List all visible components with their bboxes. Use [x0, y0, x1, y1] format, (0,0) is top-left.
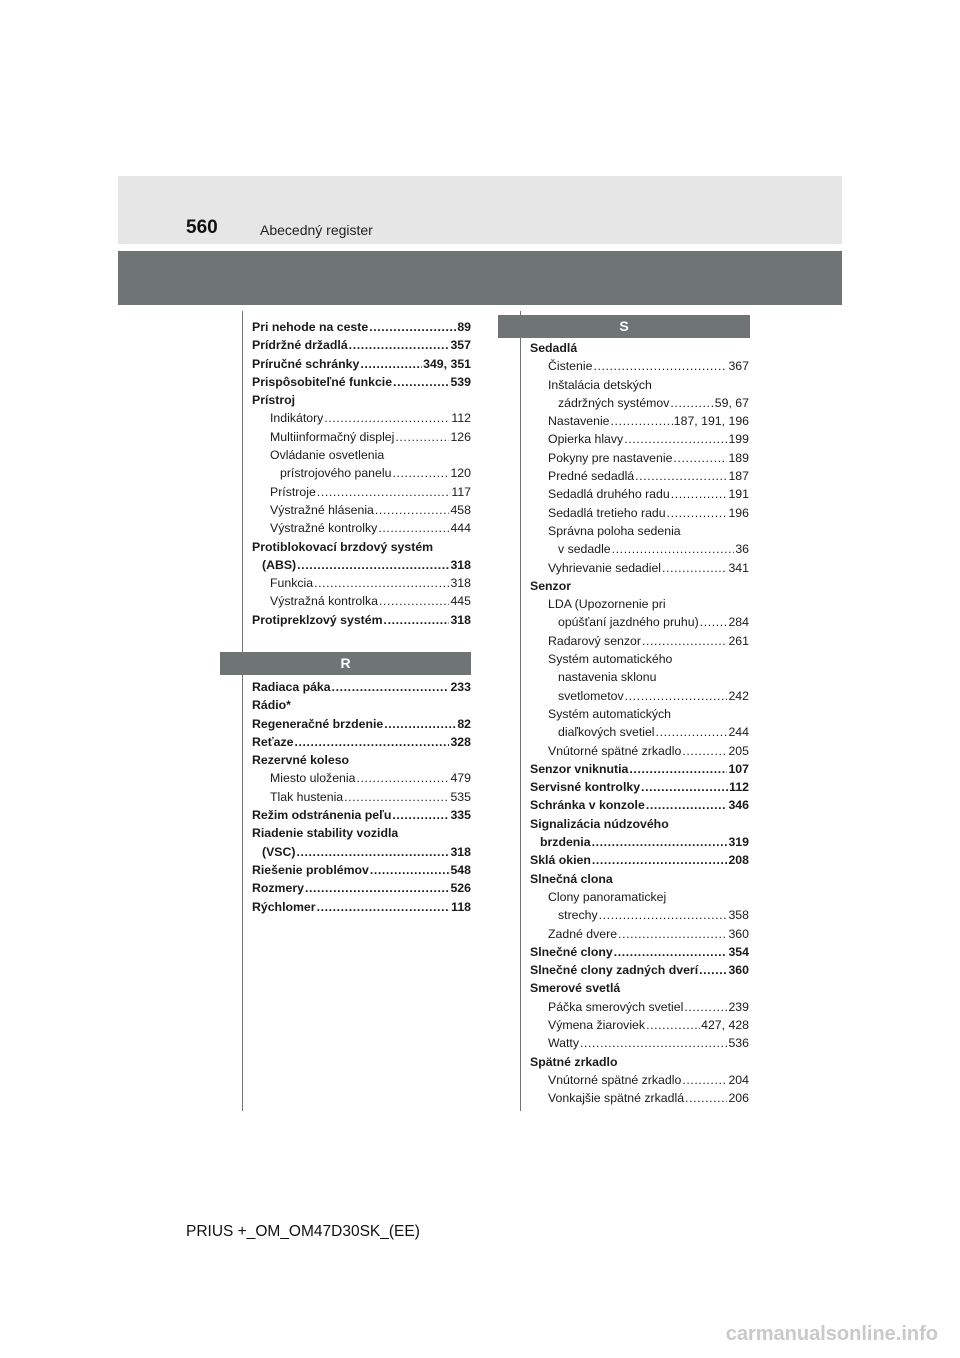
index-entry-page: 360 — [728, 926, 749, 941]
index-entry-page: 318 — [450, 557, 471, 572]
index-entry-text: Systém automatických — [548, 706, 672, 721]
index-entry — [530, 925, 749, 943]
index-entry-page: 318 — [450, 576, 471, 591]
index-entry-text: Výstražná kontrolka — [270, 594, 378, 609]
index-entry-text: Prídržné držadlá — [252, 338, 348, 353]
leader-dots — [393, 373, 449, 391]
leader-dots — [685, 1089, 727, 1107]
leader-dots — [599, 906, 728, 924]
index-entry — [252, 592, 471, 610]
index-entry-text: Systém automatického — [548, 652, 673, 667]
index-entry-page: 196 — [728, 505, 749, 520]
index-entry-page: 204 — [728, 1072, 749, 1087]
index-entry-page: 36 — [735, 542, 749, 557]
leader-dots — [642, 632, 728, 650]
index-entry — [252, 879, 471, 897]
index-entry-page: 341 — [728, 560, 749, 575]
index-entry-text: Inštalácia detských — [548, 377, 652, 392]
leader-dots — [296, 843, 449, 861]
leader-dots — [624, 430, 727, 448]
index-entry-page: 117 — [451, 484, 471, 499]
index-entry — [530, 796, 749, 814]
index-entry-text: Predné sedadlá — [548, 469, 635, 484]
index-entry — [530, 504, 749, 522]
index-entry-text: Vonkajšie spätné zrkadlá — [548, 1091, 685, 1106]
index-entry-text: Výstražné hlásenia — [270, 502, 374, 517]
index-entry — [530, 577, 749, 595]
index-entry — [252, 751, 471, 769]
index-entry — [252, 678, 471, 696]
index-entry-text: Schránka v konzole — [530, 798, 645, 813]
index-entry-page: 206 — [728, 1091, 749, 1106]
index-entry — [530, 943, 749, 961]
index-entry-text: Riešenie problémov — [252, 862, 369, 877]
index-entry-text: Protipreklzový systém — [252, 612, 383, 627]
index-entry — [252, 355, 471, 373]
leader-dots — [580, 1034, 727, 1052]
index-entry-page: 112 — [451, 411, 471, 426]
index-entry-page: 535 — [450, 789, 471, 804]
index-entry — [252, 538, 471, 556]
index-entry-text: Slnečná clona — [530, 871, 613, 886]
leader-dots — [392, 464, 449, 482]
leader-dots — [324, 409, 450, 427]
leader-dots — [699, 961, 727, 979]
leader-dots — [670, 394, 713, 412]
section-title: Abecedný register — [260, 222, 373, 238]
index-entry — [252, 318, 471, 336]
index-entry-page: 536 — [728, 1036, 749, 1051]
index-entry — [252, 733, 471, 751]
index-entry — [530, 998, 749, 1016]
index-entry-text: Protiblokovací brzdový systém — [252, 539, 434, 554]
index-entry-text: Pokyny pre nastavenie — [548, 450, 673, 465]
index-entry-page: 354 — [728, 944, 749, 959]
index-entry-text: Rozmery — [252, 881, 304, 896]
index-entry — [252, 428, 471, 446]
index-entry-text: Rýchlomer — [252, 899, 316, 914]
index-entry — [530, 742, 749, 760]
leader-dots — [392, 806, 449, 824]
index-entry-text: Čistenie — [548, 359, 593, 374]
index-entry-page: 208 — [728, 853, 749, 868]
index-entry-page: 548 — [450, 862, 471, 877]
leader-dots — [618, 925, 727, 943]
index-entry-page: 319 — [728, 835, 749, 850]
index-entry-text: Pri nehode na ceste — [252, 320, 369, 334]
leader-dots — [671, 485, 728, 503]
document-code: PRIUS +_OM_OM47D30SK_(EE) — [186, 1223, 420, 1240]
leader-dots — [662, 559, 727, 577]
index-entry-page: 458 — [450, 502, 471, 517]
index-entry — [530, 467, 749, 485]
index-entry-text: Príručné schránky — [252, 356, 360, 371]
index-entry — [530, 522, 749, 540]
leader-dots — [384, 715, 456, 733]
index-entry-page: 187 — [728, 469, 749, 484]
leader-dots — [625, 687, 728, 705]
leader-dots — [682, 742, 727, 760]
index-column-1 — [252, 318, 471, 629]
index-entry — [530, 449, 749, 467]
index-entry — [252, 898, 471, 916]
leader-dots — [314, 574, 449, 592]
leader-dots — [673, 449, 727, 467]
index-entry-page: 346 — [728, 798, 749, 813]
index-entry — [530, 613, 749, 631]
index-entry-page: 328 — [450, 734, 471, 749]
leader-dots — [317, 898, 451, 916]
index-entry-page: 59, 67 — [714, 395, 749, 410]
index-entry-text: Senzor — [530, 578, 571, 593]
index-entry-text: Servisné kontrolky — [530, 780, 641, 795]
index-entry-page: 444 — [450, 521, 471, 536]
index-entry-text: Radarový senzor — [548, 633, 641, 648]
index-entry — [530, 376, 749, 394]
index-entry — [252, 519, 471, 537]
index-entry-text: Nastavenie — [548, 414, 610, 429]
index-entry-page: 349, 351 — [423, 356, 471, 371]
leader-dots — [317, 483, 451, 501]
index-entry-page: 244 — [728, 725, 749, 740]
leader-dots — [629, 760, 727, 778]
index-entry-text: opúšťaní jazdného pruhu) — [558, 615, 699, 630]
index-entry-page: 360 — [728, 963, 749, 978]
index-entry-page: 367 — [728, 359, 749, 374]
index-entry-page: 205 — [728, 743, 749, 758]
index-entry — [530, 1016, 749, 1034]
index-entry — [530, 485, 749, 503]
index-entry-page: 82 — [457, 716, 471, 731]
index-entry-text: Smerové svetlá — [530, 981, 621, 996]
index-entry-text: Zadné dvere — [548, 926, 618, 941]
right-column-divider — [520, 311, 521, 1111]
index-entry-text: Páčka smerových svetiel — [548, 999, 684, 1014]
index-entry-text: Opierka hlavy — [548, 432, 624, 447]
index-entry-text: Prístroje — [270, 484, 316, 499]
leader-dots — [667, 504, 728, 522]
index-entry — [252, 611, 471, 629]
index-entry-page: 526 — [450, 881, 471, 896]
index-entry — [530, 906, 749, 924]
index-entry — [252, 788, 471, 806]
index-entry-page: 242 — [728, 688, 749, 703]
index-entry — [530, 1071, 749, 1089]
index-entry — [530, 888, 749, 906]
leader-dots — [593, 357, 727, 375]
index-entry-page: 261 — [728, 633, 749, 648]
index-entry — [530, 760, 749, 778]
index-entry-text: Sedadlá — [530, 341, 578, 355]
leader-dots — [370, 861, 450, 879]
index-entry-text: nastavenia sklonu — [558, 670, 657, 685]
index-entry-text: Senzor vniknutia — [530, 761, 629, 776]
index-entry-text: Riadenie stability vozidla — [252, 826, 399, 841]
leader-dots — [682, 1071, 727, 1089]
index-entry-text: Režim odstránenia peľu — [252, 808, 392, 823]
index-entry-page: 89 — [457, 320, 471, 334]
index-entry-text: (VSC) — [262, 844, 296, 859]
index-entry-text: Vnútorné spätné zrkadlo — [548, 1072, 682, 1087]
leader-dots — [356, 769, 449, 787]
index-entry-text: zádržných systémov — [558, 395, 670, 410]
leader-dots — [592, 851, 728, 869]
index-entry-page: 357 — [450, 338, 471, 353]
leader-dots — [611, 412, 673, 430]
leader-dots — [297, 556, 449, 574]
leader-dots — [375, 501, 450, 519]
leader-dots — [369, 318, 456, 336]
index-entry-page: 199 — [728, 432, 749, 447]
index-entry-text: Prístroj — [252, 393, 296, 408]
index-entry-text: Multiinformačný displej — [270, 429, 395, 444]
index-entry — [530, 833, 749, 851]
leader-dots — [378, 519, 449, 537]
index-entry-page: 120 — [450, 466, 471, 481]
index-entry-page: 126 — [450, 429, 471, 444]
index-entry-page: 479 — [450, 771, 471, 786]
index-entry-text: Radiaca páka — [252, 680, 331, 694]
index-entry — [252, 501, 471, 519]
index-entry — [252, 769, 471, 787]
index-entry — [530, 851, 749, 869]
index-entry-text: Slnečné clony — [530, 944, 613, 959]
index-entry-text: Spätné zrkadlo — [530, 1054, 618, 1069]
index-entry — [530, 778, 749, 796]
index-entry — [252, 483, 471, 501]
index-entry — [530, 668, 749, 686]
index-entry-text: svetlometov — [558, 688, 624, 703]
leader-dots — [614, 943, 728, 961]
leader-dots — [635, 467, 727, 485]
index-entry — [530, 650, 749, 668]
index-entry — [252, 409, 471, 427]
index-entry-page: 187, 191, 196 — [673, 414, 749, 429]
index-entry — [530, 705, 749, 723]
letter-heading-s: S — [498, 315, 750, 338]
index-entry — [530, 687, 749, 705]
index-entry-page: 335 — [450, 808, 471, 823]
index-entry-text: Ovládanie osvetlenia — [270, 448, 385, 463]
index-entry — [252, 574, 471, 592]
leader-dots — [344, 788, 449, 806]
letter-heading-r: R — [220, 652, 471, 675]
header-top-band — [118, 176, 842, 244]
index-entry-text: LDA (Upozornenie pri — [548, 597, 666, 612]
leader-dots — [360, 355, 422, 373]
index-entry-page: 233 — [450, 680, 471, 694]
index-entry — [530, 559, 749, 577]
index-entry-text: Slnečné clony zadných dverí — [530, 963, 699, 978]
leader-dots — [700, 613, 728, 631]
index-entry-text: v sedadle — [558, 542, 611, 557]
index-entry-page: 239 — [728, 999, 749, 1014]
header-dark-band — [118, 251, 842, 305]
index-entry-page: 107 — [728, 761, 749, 776]
index-entry-text: Clony panoramatickej — [548, 889, 667, 904]
index-entry-text: Sedadlá druhého radu — [548, 487, 670, 502]
index-entry-text: Vnútorné spätné zrkadlo — [548, 743, 682, 758]
index-entry-text: Regeneračné brzdenie — [252, 716, 384, 731]
index-entry — [530, 1053, 749, 1071]
index-entry — [530, 357, 749, 375]
watermark: carmanualsonline.info — [725, 1323, 938, 1345]
index-entry-text: Reťaze — [252, 734, 294, 749]
leader-dots — [294, 733, 449, 751]
index-entry-page: 191 — [728, 487, 749, 502]
page-number: 560 — [186, 217, 218, 238]
index-entry-text: Sklá okien — [530, 853, 591, 868]
index-entry-page: 445 — [450, 594, 471, 609]
index-entry — [252, 556, 471, 574]
index-entry-page: 358 — [728, 908, 749, 923]
index-entry-text: Správna poloha sedenia — [548, 523, 681, 538]
index-entry-page: 112 — [729, 780, 749, 795]
index-entry — [530, 412, 749, 430]
index-section-s — [530, 339, 749, 1107]
index-entry — [530, 723, 749, 741]
index-entry — [530, 394, 749, 412]
leader-dots — [612, 540, 735, 558]
index-entry-text: Výmena žiaroviek — [548, 1017, 646, 1032]
index-entry-text: (ABS) — [262, 557, 297, 572]
index-entry-page: 539 — [450, 374, 471, 389]
leader-dots — [684, 998, 727, 1016]
index-entry — [530, 339, 749, 357]
leader-dots — [379, 592, 449, 610]
leader-dots — [305, 879, 450, 897]
index-entry — [252, 373, 471, 391]
index-entry-text: diaľkových svetiel — [558, 725, 655, 740]
index-entry-text: Sedadlá tretieho radu — [548, 505, 666, 520]
index-entry-text: Rádio* — [252, 698, 291, 713]
leader-dots — [384, 611, 450, 629]
index-entry — [252, 464, 471, 482]
index-entry-text: Indikátory — [270, 411, 324, 426]
index-entry-text: brzdenia — [540, 835, 591, 850]
index-entry — [530, 595, 749, 613]
index-entry-text: Tlak hustenia — [270, 789, 344, 804]
index-entry — [530, 430, 749, 448]
leader-dots — [592, 833, 728, 851]
leader-dots — [349, 336, 450, 354]
index-entry — [252, 391, 471, 409]
index-entry-page: 118 — [451, 899, 471, 914]
index-entry — [530, 815, 749, 833]
left-column-divider — [242, 311, 243, 1111]
index-entry — [530, 540, 749, 558]
index-entry-text: Prispôsobiteľné funkcie — [252, 374, 393, 389]
index-entry — [252, 336, 471, 354]
index-entry — [530, 870, 749, 888]
index-entry-text: Výstražné kontrolky — [270, 521, 378, 536]
index-entry — [530, 979, 749, 997]
index-entry-text: prístrojového panelu — [280, 466, 392, 481]
index-entry-text: Signalizácia núdzového — [530, 816, 669, 831]
index-entry — [252, 824, 471, 842]
leader-dots — [646, 1016, 700, 1034]
index-entry-text: strechy — [558, 908, 598, 923]
leader-dots — [395, 428, 449, 446]
index-entry — [530, 1089, 749, 1107]
index-entry — [252, 861, 471, 879]
index-entry-page: 427, 428 — [701, 1017, 749, 1032]
index-entry-text: Watty — [548, 1036, 579, 1051]
index-entry — [252, 715, 471, 733]
leader-dots — [641, 778, 728, 796]
index-entry-page: 318 — [450, 844, 471, 859]
index-entry — [252, 843, 471, 861]
index-entry — [252, 806, 471, 824]
index-entry — [530, 632, 749, 650]
leader-dots — [332, 678, 450, 696]
index-entry — [252, 696, 471, 714]
index-entry-text: Rezervné koleso — [252, 753, 350, 768]
index-entry — [252, 446, 471, 464]
index-entry-text: Miesto uloženia — [270, 771, 356, 786]
leader-dots — [656, 723, 728, 741]
index-entry-page: 189 — [728, 450, 749, 465]
leader-dots — [646, 796, 728, 814]
index-entry-text: Funkcia — [270, 576, 314, 591]
index-entry-page: 318 — [450, 612, 471, 627]
index-section-r — [252, 678, 471, 916]
index-entry — [530, 1034, 749, 1052]
index-entry-page: 284 — [728, 615, 749, 630]
index-entry-text: Vyhrievanie sedadiel — [548, 560, 662, 575]
index-entry — [530, 961, 749, 979]
